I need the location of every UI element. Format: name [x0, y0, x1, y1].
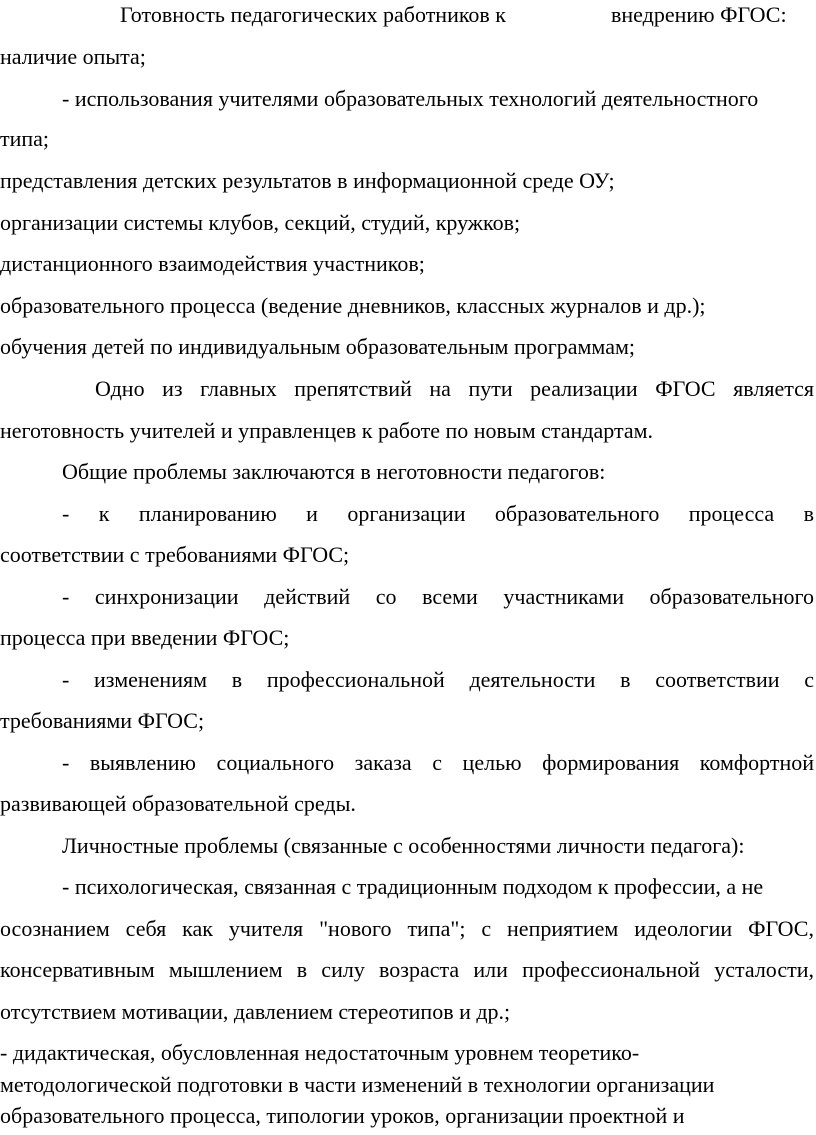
- text-line: - психологическая, связанная с традиционным подходом к профессии, а не: [62, 874, 764, 899]
- text-line: развивающей образовательной среды.: [0, 791, 356, 816]
- text-line: требованиями ФГОС;: [0, 708, 205, 733]
- text-line: соответствии с требованиями ФГОС;: [0, 542, 350, 567]
- text-line: консервативным мышлением в силу возраста или профессиональной усталости,: [0, 957, 814, 982]
- text-line: организации системы клубов, секций, студий, кружков;: [0, 210, 521, 235]
- text-line: типа;: [0, 126, 50, 151]
- text-line: процесса при введении ФГОС;: [0, 625, 290, 650]
- text-line: образовательного процесса, типологии уроков, организации проектной и: [0, 1103, 685, 1128]
- text-line: неготовность учителей и управленцев к работе по новым стандартам.: [0, 418, 654, 443]
- text-line: - использования учителями образовательных технологий деятельностного: [62, 86, 759, 111]
- text-line: осознанием себя как учителя "нового типа"; с неприятием идеологии ФГОС,: [0, 916, 814, 941]
- text-line: методологической подготовки в части изменений в технологии организации: [0, 1072, 715, 1097]
- text-line: - к планированию и организации образовательного процесса в: [62, 501, 814, 526]
- text-line: - выявлению социального заказа с целью формирования комфортной: [62, 750, 814, 775]
- text-line: Личностные проблемы (связанные с особенностями личности педагога):: [62, 833, 745, 858]
- text-line: Общие проблемы заключаются в неготовности педагогов:: [62, 459, 606, 484]
- title-right: внедрению ФГОС:: [611, 2, 787, 27]
- text-line: наличие опыта;: [0, 44, 146, 69]
- text-line: - дидактическая, обусловленная недостаточным уровнем теоретико-: [0, 1040, 640, 1065]
- text-line: - изменениям в профессиональной деятельности в соответствии с: [62, 667, 814, 692]
- text-line: - синхронизации действий со всеми участниками образовательного: [62, 584, 814, 609]
- text-line: отсутствием мотивации, давлением стереотипов и др.;: [0, 999, 511, 1024]
- text-line: образовательного процесса (ведение дневников, классных журналов и др.);: [0, 293, 706, 318]
- title-left: Готовность педагогических работников к: [120, 2, 506, 27]
- text-line: Одно из главных препятствий на пути реализации ФГОС является: [95, 376, 814, 401]
- text-line: дистанционного взаимодействия участников;: [0, 251, 425, 276]
- text-line: обучения детей по индивидуальным образовательным программам;: [0, 334, 635, 359]
- text-line: представления детских результатов в информационной среде ОУ;: [0, 168, 615, 193]
